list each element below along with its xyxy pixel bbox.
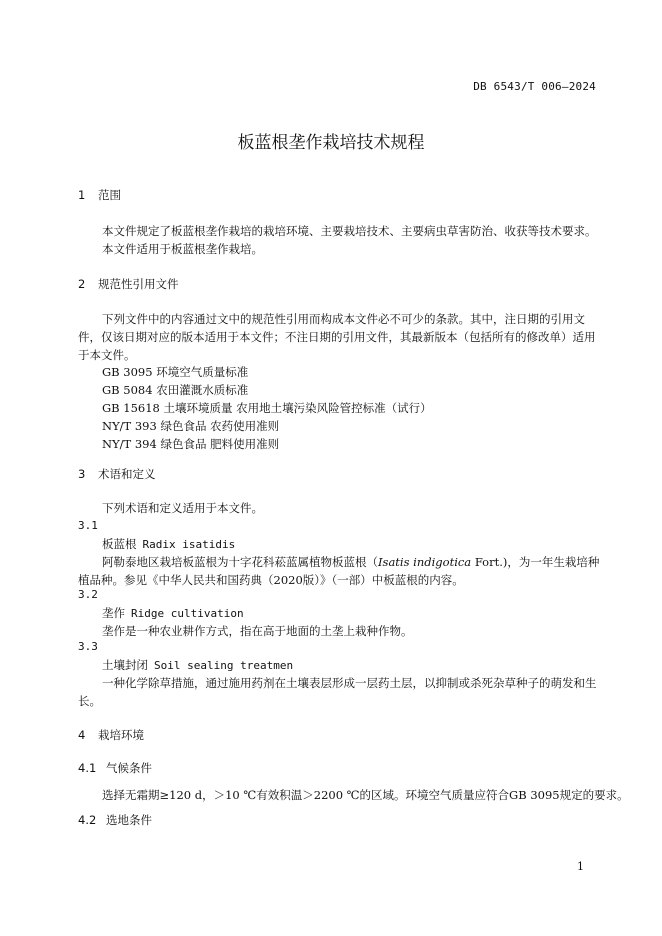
- term-title: [102, 536, 235, 552]
- term-title: [102, 605, 244, 621]
- term-en: Soil sealing treatmen: [154, 659, 294, 672]
- section-title: 范围: [98, 188, 121, 202]
- subsection-number: 4.1: [78, 761, 97, 775]
- reference-item: GB 3095 环境空气质量标准: [102, 365, 249, 379]
- term-en: Radix isatidis: [142, 538, 236, 551]
- subsection-4-1-heading: [78, 760, 152, 776]
- subsection-4-2-heading: [78, 812, 152, 828]
- section-number: 4: [78, 728, 86, 742]
- term-zh: 土壤封闭: [102, 658, 148, 672]
- term-en: Ridge cultivation: [131, 607, 244, 620]
- standard-code: DB 6543/T 006—2024: [473, 80, 596, 93]
- section-1-heading: [78, 187, 121, 203]
- term-definition: [78, 553, 600, 589]
- document-title: 板蓝根垄作栽培技术规程: [237, 133, 425, 153]
- term-definition: 一种化学除草措施，通过施用药剂在土壤表层形成一层药土层，以抑制或杀死杂草种子的萌发和生长。: [78, 676, 597, 708]
- paragraph: 本文件适用于板蓝根垄作栽培。: [102, 242, 263, 256]
- subsection-title: 选地条件: [106, 813, 152, 827]
- subsection-title: 气候条件: [106, 761, 152, 775]
- section-title: 术语和定义: [98, 467, 156, 481]
- section-number: 2: [78, 277, 86, 291]
- definition-text: 阿勒泰地区栽培板蓝根为十字花科菘蓝属植物板蓝根（: [102, 555, 378, 569]
- term-definition: 垄作是一种农业耕作方式，指在高于地面的土垄上栽种作物。: [102, 624, 413, 638]
- term-zh: 板蓝根: [102, 537, 137, 551]
- section-4-heading: [78, 727, 144, 743]
- reference-item: NY/T 394 绿色食品 肥料使用准则: [102, 437, 280, 451]
- section-title: 规范性引用文件: [98, 277, 179, 291]
- reference-item: NY/T 393 绿色食品 农药使用准则: [102, 419, 280, 433]
- section-2-heading: [78, 276, 179, 292]
- reference-item: GB 5084 农田灌溉水质标准: [102, 383, 249, 397]
- term-title: [102, 657, 293, 673]
- term-number: 3.2: [78, 588, 98, 601]
- paragraph: 下列文件中的内容通过文中的规范性引用而构成本文件必不可少的条款。其中，注日期的引用文件，仅该日期对应的版本适用于本文件；不注日期的引用文件，其最新版本（包括所有的修改单）适用于本文件。: [78, 312, 596, 362]
- paragraph: 本文件规定了板蓝根垄作栽培的栽培环境、主要栽培技术、主要病虫草害防治、收获等技术要求。: [102, 224, 597, 238]
- section-3-heading: [78, 466, 156, 482]
- latin-name: Isatis indigotica: [378, 555, 472, 569]
- section-number: 1: [78, 188, 86, 202]
- term-number: 3.1: [78, 519, 98, 532]
- definition-text: Fort.)，为一年生栽培种植品种。参见《中华人民共和国药典（2020版）》（一部）中板蓝根的内容。: [78, 555, 600, 587]
- reference-item: GB 15618 土壤环境质量 农用地土壤污染风险管控标准（试行）: [102, 401, 432, 415]
- page-number: 1: [577, 860, 584, 873]
- paragraph: 下列术语和定义适用于本文件。: [102, 501, 263, 515]
- section-title: 栽培环境: [98, 728, 144, 742]
- term-zh: 垄作: [102, 606, 125, 620]
- term-number: 3.3: [78, 640, 98, 653]
- subsection-number: 4.2: [78, 813, 97, 827]
- paragraph: 选择无霜期≥120 d，＞10 ℃有效积温＞2200 ℃的区域。环境空气质量应符合GB 3095规定的要求。: [102, 788, 629, 802]
- section-number: 3: [78, 467, 86, 481]
